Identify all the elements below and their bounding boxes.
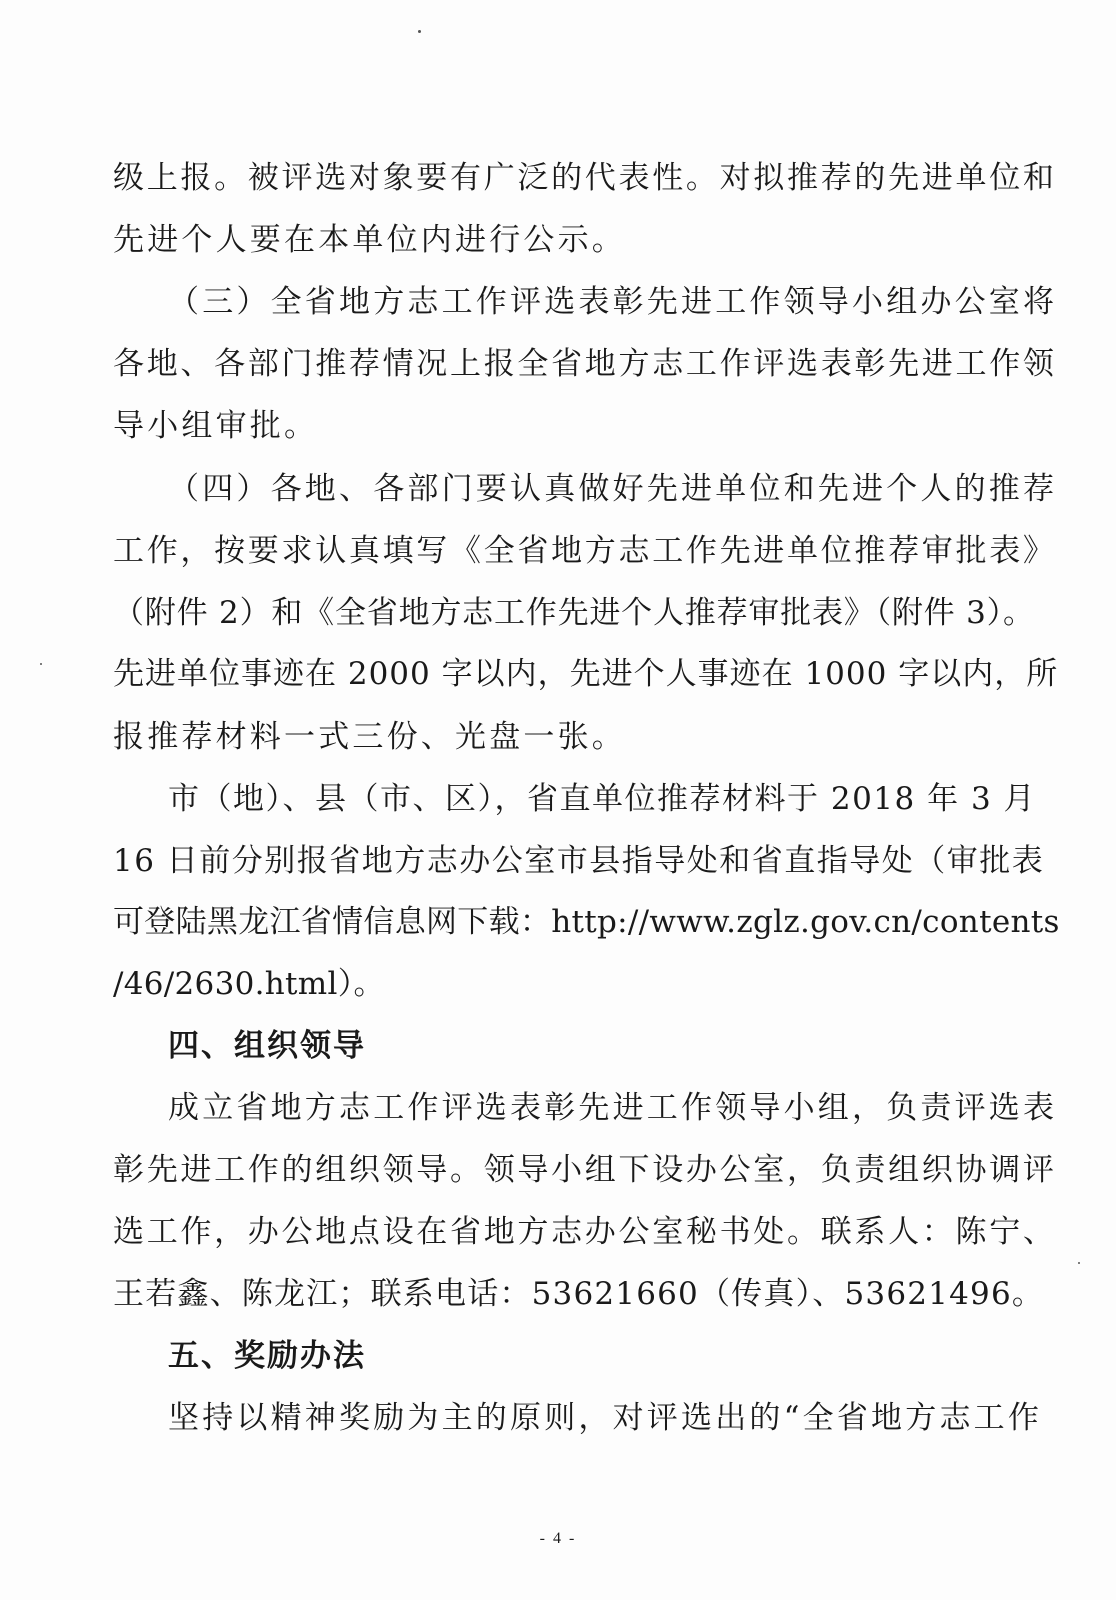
para-6-line-2: 彰先进工作的组织领导。领导小组下设办公室，负责组织协调评 xyxy=(113,1152,1057,1188)
para-4-line-1: （四）各地、各部门要认真做好先进单位和先进个人的推荐 xyxy=(168,471,1058,507)
para-2-line-2: 先进个人要在本单位内进行公示。 xyxy=(113,222,626,258)
section-5-heading: 五、奖励办法 xyxy=(168,1338,366,1374)
para-4-line-2: 工作，按要求认真填写《全省地方志工作先进单位推荐审批表》 xyxy=(113,533,1057,569)
para-6-line-4: 王若鑫、陈龙江；联系电话：53621660（传真）、53621496。 xyxy=(113,1276,1045,1312)
para-5-line-1: 市（地）、县（市、区），省直单位推荐材料于 2018 年 3 月 xyxy=(168,781,1037,817)
scan-speck xyxy=(40,663,42,665)
scan-speck xyxy=(418,30,421,33)
para-6-line-1: 成立省地方志工作评选表彰先进工作领导小组，负责评选表 xyxy=(168,1090,1058,1126)
para-3-line-1: （三）全省地方志工作评选表彰先进工作领导小组办公室将 xyxy=(168,284,1058,320)
para-5-line-3: 可登陆黑龙江省情信息网下载：http://www.zglz.gov.cn/contents xyxy=(113,904,1060,940)
para-2-line-1: 级上报。被评选对象要有广泛的代表性。对拟推荐的先进单位和 xyxy=(113,160,1057,196)
para-6-line-3: 选工作，办公地点设在省地方志办公室秘书处。联系人：陈宁、 xyxy=(113,1214,1057,1250)
para-3-line-3: 导小组审批。 xyxy=(113,408,319,444)
para-5-line-2: 16 日前分别报省地方志办公室市县指导处和省直指导处（审批表 xyxy=(113,843,1045,879)
scan-speck xyxy=(1078,1262,1080,1264)
page-number: - 4 - xyxy=(539,1530,577,1547)
para-7-line-1: 坚持以精神奖励为主的原则，对评选出的“全省地方志工作 xyxy=(168,1400,1043,1436)
para-4-line-4: 先进单位事迹在 2000 字以内，先进个人事迹在 1000 字以内，所 xyxy=(113,656,1059,692)
para-4-line-5: 报推荐材料一式三份、光盘一张。 xyxy=(113,719,626,755)
para-3-line-2: 各地、各部门推荐情况上报全省地方志工作评选表彰先进工作领 xyxy=(113,346,1057,382)
section-4-heading: 四、组织领导 xyxy=(168,1028,366,1064)
para-4-line-3: （附件 2）和《全省地方志工作先进个人推荐审批表》（附件 3）。 xyxy=(113,595,1035,631)
para-5-line-4: /46/2630.html）。 xyxy=(113,966,385,1002)
